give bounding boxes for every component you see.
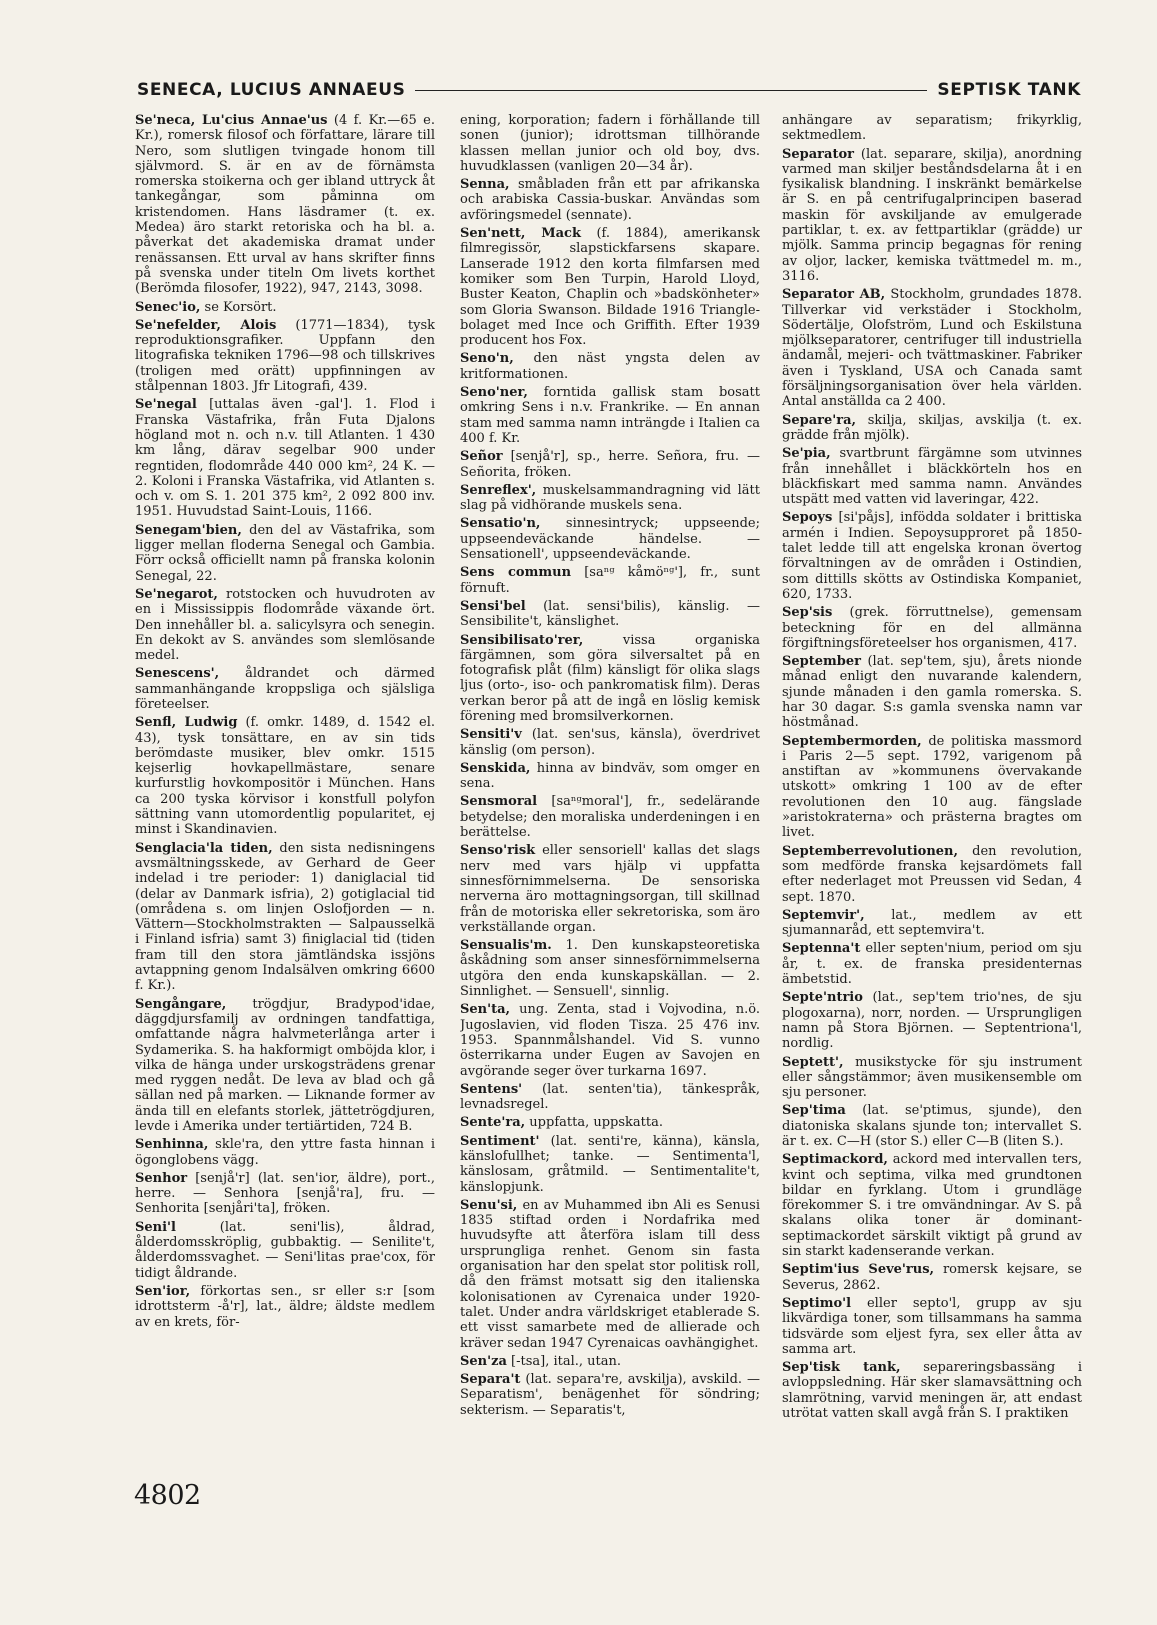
entry-headword: Separator	[782, 146, 854, 162]
entry-text: eller sensoriell' kallas det slags nerv med vars hjälp vi uppfatta sinnesförnimmelserna. De sensoriska nerverna äro mottagningsorgan, till skillnad från de motoriska eller sekretoriska, som äro verkställande organ.	[460, 843, 760, 935]
dictionary-entry	[782, 287, 1082, 409]
entry-headword: Sentiment'	[460, 1133, 540, 1149]
dictionary-entry	[460, 1354, 760, 1369]
entry-headword: Septim'ius Seve'rus,	[782, 1262, 935, 1278]
entry-headword: Sen'ior,	[135, 1283, 191, 1299]
entry-text: (lat., sep'tem trio'nes, de sju plogoxarna), norr, norden. — Ursprungligen namn på Stora Björnen. — Septentriona'l, nordlig.	[782, 990, 1082, 1052]
dictionary-entry	[460, 843, 760, 935]
dictionary-entry	[460, 633, 760, 725]
entry-text: ackord med intervallen ters, kvint och septima, vilka med grundtonen bildar en fyrklang. Utom i grundläge förekommer S. i tre omvändningar. Av S. på skalans olika toner är dominant-septimackordet särskilt viktigt på grund av sin starkt kadenserande verkan.	[782, 1152, 1082, 1260]
entry-headword: Separe'ra,	[782, 412, 857, 428]
dictionary-entry	[782, 113, 1082, 144]
dictionary-entry	[135, 318, 435, 394]
entry-text: svartbrunt färgämne som utvinnes från innehållet i bläckkörteln hos en bläckfiskart med samma namn. Användes utspätt med vatten vid laveringar, 422.	[782, 446, 1082, 508]
header-first-entry: SENECA, LUCIUS ANNAEUS	[137, 80, 406, 100]
entry-text: [saⁿᵍ kåmöⁿᵍ'], fr., sunt förnuft.	[460, 565, 760, 596]
dictionary-entry	[135, 113, 435, 297]
dictionary-entry	[782, 510, 1082, 602]
entry-text: forntida gallisk stam bosatt omkring Sens i n.v. Frankrike. — En annan stam med samma namn inträngde i Italien ca 400 f. Kr.	[460, 385, 760, 446]
entry-text: (lat. sen'sus, känsla), överdrivet känslig (om person).	[460, 727, 760, 758]
dictionary-entry	[135, 841, 435, 994]
dictionary-entry	[460, 483, 760, 514]
entry-text: [saⁿᵍmoral'], fr., sedelärande betydelse; den moraliska underdeningen i en berättelse.	[460, 794, 760, 841]
entry-text: de politiska massmord i Paris 2—5 sept. 1792, varigenom på anstiftan av »kommunens övervakande utskott» omkring 1 100 av de efter revolutionen den 10 aug. fängslade »aristokraterna» och prästerna bragtes om livet.	[782, 733, 1082, 841]
entry-headword: Sensiti'v	[460, 727, 522, 743]
entry-headword: Senescens',	[135, 666, 220, 682]
entry-text: (lat. seni'lis), åldrad, ålderdomsskröplig, gubbaktig. — Senilite't, ålderdomssvaghet. — Seni'litas prae'cox, för tidigt åldrande.	[135, 1219, 435, 1281]
entry-headword: Se'negarot,	[135, 586, 218, 602]
entry-headword: Senhinna,	[135, 1137, 209, 1153]
dictionary-entry	[460, 113, 760, 174]
entry-headword: Senna,	[460, 177, 510, 193]
entry-text: (4 f. Kr.—65 e. Kr.), romersk filosof och författare, lärare till Nero, som slutligen tvingade honom till självmord. S. är en av de förnämsta romerska stoikerna och ger ibland uttryck åt tankegångar, som påminna om kristendomen. Hans läsdramer (t. ex. Medea) äro starkt retoriska och ha bl. a. påverkat det akademiska dramat under renässansen. Ett urval av hans skrifter finns på svenska under titeln Om livets korthet (Berömda filosofer, 1922), 947, 2143, 3098.	[135, 113, 435, 297]
entry-headword: Seni'l	[135, 1219, 176, 1235]
dictionary-entry	[782, 1103, 1082, 1149]
entry-text: (f. omkr. 1489, d. 1542 el. 43), tysk tonsättare, en av sin tids berömdaste musiker, blev omkr. 1515 kejserlig hovkapellmästare, senare kurfurstlig hovkompositör i München. Hans ca 200 tyska körvisor i konstfull polyfon sättning vann utomordentlig popularitet, ej minst i Skandinavien.	[135, 715, 435, 838]
dictionary-entry	[782, 844, 1082, 905]
entry-headword: Sensmoral	[460, 794, 538, 810]
entry-text: romersk kejsare, se Severus, 2862.	[782, 1262, 1082, 1293]
entry-text: (lat. separa're, avskilja), avskild. — Separatism', benägenhet för söndring; sekterism. — Separatis't,	[460, 1372, 760, 1418]
entry-headword: Senegam'bien,	[135, 522, 242, 538]
entry-text: (lat. senten'tia), tänkespråk, levnadsregel.	[460, 1081, 760, 1113]
entry-text: (lat. separare, skilja), anordning varmed man skiljer beståndsdelarna åt i en fysikalisk blandning. I inskränkt bemärkelse är S. en på centrifugalprincipen baserad maskin för avskiljande av emulgerade partiklar, t. ex. av fettpartiklar (grädde) ur mjölk. Samma princip begagnas för rening av oljor, lacker, kemiska tvättmedel m. m., 3116.	[782, 146, 1082, 284]
entry-text: hinna av bindväv, som omger en sena.	[460, 760, 760, 792]
entry-headword: Senglacia'la tiden,	[135, 840, 273, 856]
running-header	[137, 74, 1081, 106]
entry-headword: Sensualis'm.	[460, 938, 552, 954]
dictionary-entry	[135, 997, 435, 1135]
entry-headword: Sep'tisk tank,	[782, 1360, 901, 1376]
entry-headword: Seno'n,	[460, 351, 514, 367]
entry-text: ening, korporation; fadern i förhållande till sonen (junior); idrottsman tillhörande klassen mellan junior och old boy, dvs. huvudklassen (vanligen 20—34 år).	[460, 113, 760, 174]
dictionary-entry	[135, 1284, 435, 1330]
entry-headword: Seno'ner,	[460, 385, 528, 401]
entry-text: [-tsa], ital., utan.	[506, 1353, 622, 1369]
entry-headword: Señor	[460, 449, 503, 465]
entry-headword: Senu'si,	[460, 1197, 518, 1213]
dictionary-entry	[782, 1055, 1082, 1101]
dictionary-entry	[782, 654, 1082, 730]
entry-text: (1771—1834), tysk reproduktionsgrafiker. Uppfann den litografiska tekniken 1796—98 och tillskrives (troligen med orätt) uppfinningen av stålpennan 1803. Jfr Litografi, 439.	[135, 317, 435, 395]
entry-headword: Septimackord,	[782, 1152, 888, 1168]
dictionary-entry	[135, 1137, 435, 1168]
entry-text: muskelsammandragning vid lätt slag på vidhörande muskels sena.	[460, 482, 760, 514]
entry-text: skilja, skiljas, avskilja (t. ex. grädde från mjölk).	[782, 412, 1082, 443]
entry-headword: Separa't	[460, 1372, 521, 1388]
dictionary-entry	[135, 397, 435, 519]
entry-text: 1. Den kunskapsteoretiska åskådning som anser sinnesförnimmelserna utgöra den enda kunskapskällan. — 2. Sinnlighet. — Sensuell', sinnlig.	[460, 938, 760, 1000]
entry-headword: Sente'ra,	[460, 1115, 526, 1131]
dictionary-entry	[135, 587, 435, 663]
entry-headword: Sensatio'n,	[460, 516, 541, 532]
dictionary-entry	[782, 734, 1082, 841]
entry-text: skle'ra, den yttre fasta hinnan i ögonglobens vägg.	[135, 1137, 435, 1168]
entry-headword: Sep'sis	[782, 605, 833, 621]
entry-headword: Septenna't	[782, 941, 861, 957]
entry-headword: Senso'risk	[460, 843, 536, 859]
entry-text: [uttalas även -gal']. 1. Flod i Franska Västafrika, från Futa Djalons högland mot n. och n.v. till Atlanten. 1 430 km lång, därav segelbar 900 under regntiden, flodområde 440 000 km², 24 K. — 2. Koloni i Franska Västafrika, vid Atlanten s. och v. om S. 1. 201 375 km², 2 092 800 inv. 1951. Huvudstad Saint-Louis, 1166.	[135, 397, 435, 520]
dictionary-entry	[782, 941, 1082, 987]
dictionary-entry	[782, 446, 1082, 507]
entry-text: den revolution, som medförde franska kejsardömets fall efter nederlaget mot Preussen vid Sedan, 4 sept. 1870.	[782, 843, 1082, 905]
dictionary-entry	[460, 727, 760, 758]
page-number: 4802	[134, 1480, 201, 1511]
entry-text: den sista nedisningens avsmältningsskede, av Gerhard de Geer indelad i tre perioder: 1) daniglacial tid (delar av Danmark isfria), 2) gotiglacial tid (områdena s. om linjen Oslofjorden — n. Vättern—Stockholmstrakten — Salpausselkä i Finland isfria) samt 3) finiglacial tid (tiden fram till den stora jämtländska issjöns avtappning genom Indalsälven omkring 6600 f. Kr.).	[135, 840, 435, 994]
dictionary-entry	[460, 599, 760, 630]
dictionary-entry	[460, 1115, 760, 1130]
entry-text: [si'påjs], infödda soldater i brittiska armén i Indien. Sepoysupproret på 1850-talet ledde till att engelska kronan övertog förvaltningen av de områden i Ostindien, som dittills skötts av Ostindiska Kompaniet, 620, 1733.	[782, 510, 1082, 602]
dictionary-entry	[460, 516, 760, 562]
dictionary-entry	[782, 413, 1082, 444]
entry-text: (f. 1884), amerikansk filmregissör, slapstickfarsens skapare. Lanserade 1912 den korta filmfarsen med komiker som Ben Turpin, Harold Lloyd, Buster Keaton, Chaplin och »badskönheter» som Gloria Swanson. Bildade 1916 Triangle-bolaget med Ince och Griffith. Efter 1939 producent hos Fox.	[460, 226, 760, 349]
dictionary-entry	[135, 300, 435, 315]
dictionary-entry	[460, 1002, 760, 1078]
text-column-1	[135, 113, 435, 1453]
entry-headword: Sensi'bel	[460, 598, 526, 614]
entry-text: (lat. se'ptimus, sjunde), den diatoniska skalans sjunde ton; intervallet S. är t. ex. C—H (stor S.) eller C—B (liten S.).	[782, 1103, 1082, 1149]
dictionary-entry	[135, 715, 435, 837]
dictionary-entry	[135, 523, 435, 584]
entry-text: musikstycke för sju instrument eller sångstämmor; även musikensemble om sju personer.	[782, 1054, 1082, 1101]
entry-text: rotstocken och huvudroten av en i Mississippis flodområde växande ört. Den innehåller bl. a. salicylsyra och senegin. En dekokt av S. användes som slemlösande medel.	[135, 586, 435, 664]
entry-headword: Senfl, Ludwig	[135, 715, 238, 731]
entry-text: sinnesintryck; uppseende; uppseendeväckande händelse. — Sensationell', uppseendeväckande.	[460, 516, 760, 563]
entry-text: (lat. senti're, känna), känsla, känslofullhet; tanke. — Sentimenta'l, känslosam, gråtmild. — Sentimentalite't, känslopjunk.	[460, 1133, 760, 1195]
entry-text: åldrandet och därmed sammanhängande kroppsliga och själsliga företeelser.	[135, 666, 435, 712]
entry-text: eller septo'l, grupp av sju likvärdiga toner, som tillsammans ha samma tidsvärde som eljest fyra, sex eller åtta av samma art.	[782, 1295, 1082, 1357]
entry-headword: Sengångare,	[135, 996, 227, 1012]
dictionary-entry	[460, 226, 760, 348]
entry-text: (lat. sep'tem, sju), årets nionde månad enligt den nuvarande kalendern, sjunde månaden i den gamla romerska. S. har 30 dagar. S:s gamla svenska namn var höstmånad.	[782, 654, 1082, 731]
entry-headword: Septimo'l	[782, 1295, 852, 1311]
entry-text: den del av Västafrika, som ligger mellan floderna Senegal och Gambia. Förr också officiellt namn på franska kolonin Senegal, 22.	[135, 522, 435, 584]
entry-text: ung. Zenta, stad i Vojvodina, n.ö. Jugoslavien, vid floden Tisza. 25 476 inv. 1953. Spannmålshandel. Vid S. vunno österrikarna under Eugen av Savojen en avgörande seger över turkarna 1697.	[460, 1002, 760, 1079]
dictionary-entry	[135, 666, 435, 712]
entry-text: [senjå'r], sp., herre. Señora, fru. — Señorita, fröken.	[460, 449, 760, 480]
entry-text: (lat. sensi'bilis), känslig. — Sensibilite't, känslighet.	[460, 598, 760, 630]
dictionary-entry	[460, 1082, 760, 1113]
header-last-entry: SEPTISK TANK	[937, 80, 1081, 100]
entry-headword: Se'neca, Lu'cius Annae'us	[135, 113, 328, 128]
entry-headword: Senhor	[135, 1170, 188, 1186]
dictionary-entry	[460, 351, 760, 382]
dictionary-entry	[782, 1360, 1082, 1421]
entry-text: se Korsört.	[200, 299, 277, 315]
entry-headword: Sen'ta,	[460, 1002, 511, 1018]
entry-text: eller septen'nium, period om sju år, t. ex. de franska presidenternas ämbetstid.	[782, 941, 1082, 988]
dictionary-entry	[460, 1198, 760, 1351]
dictionary-entry	[782, 147, 1082, 285]
entry-headword: Senec'io,	[135, 299, 201, 315]
entry-headword: Se'nefelder, Alois	[135, 317, 277, 333]
entry-headword: Sensibilisato'rer,	[460, 632, 584, 648]
entry-headword: Sen'nett, Mack	[460, 226, 581, 242]
dictionary-entry	[460, 1372, 760, 1418]
dictionary-entry	[460, 449, 760, 480]
entry-text: Stockholm, grundades 1878. Tillverkar vid verkstäder i Stockholm, Södertälje, Olofström, Lund och Eskilstuna mjölkseparatorer, centrifuger till industriella ändamål, mejeri- och tvättmaskiner. Fabriker även i Tyskland, USA och Canada samt försäljningsorganisation över hela världen. Antal anställda ca 2 400.	[782, 287, 1082, 410]
entry-headword: Septemberrevolutionen,	[782, 843, 959, 859]
entry-headword: Separator AB,	[782, 287, 886, 303]
dictionary-entry	[782, 990, 1082, 1051]
dictionary-entry	[460, 177, 760, 223]
dictionary-entry	[460, 565, 760, 596]
entry-text: en av Muhammed ibn Ali es Senusi 1835 stiftad orden i Nordafrika med huvudsyfte att återföra islam till dess ursprungliga renhet. Genom sin fasta organisation har den spelat stor politisk roll, då den främst motsatt sig den italienska kolonisationen av Cyrenaica under 1920-talet. Under andra världskriget etablerade S. ett visst samarbete med de allierade och kräver sedan 1947 Cyrenaicas oavhängighet.	[460, 1197, 760, 1351]
entry-headword: Septemvir',	[782, 907, 865, 923]
dictionary-entry	[460, 794, 760, 840]
dictionary-entry	[135, 1171, 435, 1217]
entry-text: småbladen från ett par afrikanska och arabiska Cassia-buskar. Användas som avföringsmedel (sennate).	[460, 177, 760, 223]
dictionary-entry	[782, 605, 1082, 651]
dictionary-entry	[460, 761, 760, 792]
entry-text: vissa organiska färgämnen, som göra silversaltet på en fotografisk plåt (film) känsligt för olika slags ljus (orto-, iso- och pankromatisk film). Deras verkan beror på att de ingå en löslig kemisk förening med bromsilverkornen.	[460, 632, 760, 724]
entry-headword: Senskida,	[460, 760, 531, 776]
entry-headword: Sens commun	[460, 565, 572, 581]
text-column-3	[782, 113, 1082, 1453]
dictionary-entry	[460, 1134, 760, 1195]
entry-text: den näst yngsta delen av kritformationen.	[460, 351, 760, 382]
dictionary-entry	[782, 1296, 1082, 1357]
entry-headword: Sentens'	[460, 1081, 523, 1097]
header-rule	[415, 90, 927, 91]
entry-headword: Septett',	[782, 1054, 844, 1070]
entry-headword: September	[782, 654, 861, 670]
entry-text: förkortas sen., sr eller s:r [som idrottsterm -å'r], lat., äldre; äldste medlem av en krets, för-	[135, 1283, 435, 1330]
entry-text: anhängare av separatism; frikyrklig, sektmedlem.	[782, 113, 1082, 144]
dictionary-entry	[460, 385, 760, 446]
entry-headword: Septe'ntrio	[782, 990, 863, 1006]
entry-text: [senjå'r] (lat. sen'ior, äldre), port., herre. — Senhora [senjå'ra], fru. — Senhorita [senjåri'ta], fröken.	[135, 1170, 435, 1217]
entry-text: separeringsbassäng i avloppsledning. Här sker slamavsättning och slamrötning, varvid meningen är, att endast utrötat vatten skall avgå från S. I praktiken	[782, 1360, 1082, 1422]
entry-text: lat., medlem av ett sjumannaråd, ett septemvira't.	[782, 907, 1082, 939]
entry-headword: Sepoys	[782, 510, 833, 526]
dictionary-entry	[782, 1152, 1082, 1259]
entry-headword: Sen'za	[460, 1353, 507, 1369]
text-column-2	[460, 113, 760, 1453]
dictionary-entry	[135, 1220, 435, 1281]
entry-text: uppfatta, uppskatta.	[525, 1115, 663, 1131]
dictionary-entry	[782, 908, 1082, 939]
entry-headword: Senreflex',	[460, 482, 537, 498]
entry-text: (grek. förruttnelse), gemensam beteckning för en del allmänna förgiftningsföreteelser hos organismen, 417.	[782, 605, 1082, 651]
entry-text: trögdjur, Bradypod'idae, däggdjursfamilj av ordningen tandfattiga, omfattande några halvmeterlånga arter i Sydamerika. S. ha hakformigt omböjda klor, i vilka de hänga under urskogsträdens grenar med ryggen nedåt. De leva av blad och gå sällan ned på marken. — Liknande former av ända till en elefants storlek, jättetrögdjuren, levde i Amerika under tertiärtiden, 724 B.	[135, 996, 435, 1134]
dictionary-entry	[460, 938, 760, 999]
entry-headword: Se'negal	[135, 397, 197, 413]
entry-headword: Sep'tima	[782, 1103, 846, 1119]
entry-headword: Se'pia,	[782, 446, 831, 462]
entry-headword: Septembermorden,	[782, 733, 922, 749]
dictionary-entry	[782, 1262, 1082, 1293]
